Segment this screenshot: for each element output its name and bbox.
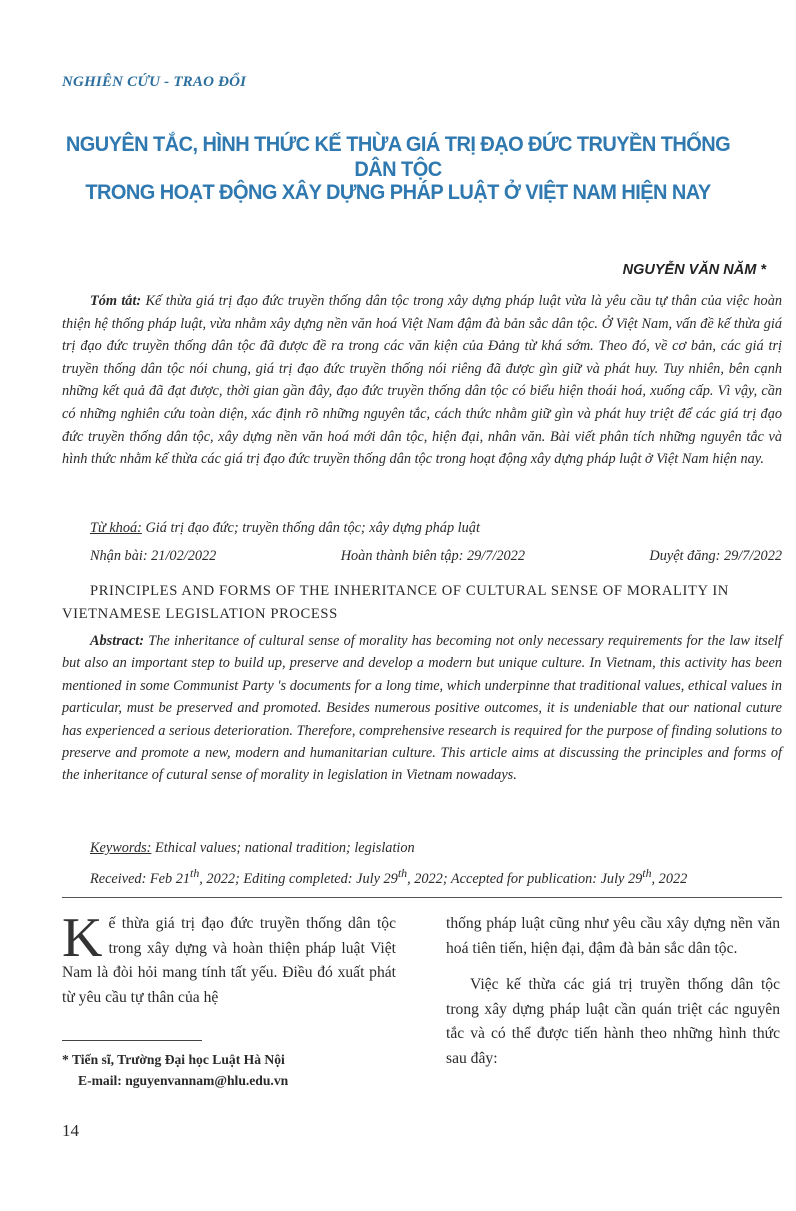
en-edited-sup: th (397, 866, 408, 880)
vn-keywords-label: Từ khoá: (90, 520, 142, 536)
en-received-sup: th (190, 866, 200, 880)
vn-abstract-text: Kế thừa giá trị đạo đức truyền thống dân tộc trong xây dựng pháp luật vừa là yêu cầu tự thân của việc hoàn thiện hệ thống pháp luật, vừa nhằm xây dựng nền văn hoá Việt Nam đậm đà bản sắc dân tộc. Ở Việt Nam, vấn đề kế thừa giá trị đạo đức truyền thống dân tộc đã được đề ra trong các văn kiện của Đảng từ khá sớm. Theo đó, về cơ bản, các giá trị truyền thống dân tộc nói chung, giá trị đạo đức truyền thống nói riêng đã được gìn giữ và phát huy. Tuy nhiên, bên cạnh những kết quả đã đạt được, thời gian gần đây, đạo đức truyền thống dân tộc có biểu hiện thoái hoá, xuống cấp. Vì vậy, cần có những nghiên cứu toàn diện, xác định rõ những nguyên tắc, cách thức nhằm giữ gìn và phát huy triệt để các giá trị đạo đức truyền thống dân tộc, xây dựng nền văn hoá mới dân tộc, hiện đại, nhân văn. Bài viết phân tích những nguyên tắc và hình thức nhằm kế thừa các giá trị đạo đức truyền thống dân tộc trong hoạt động xây dựng pháp luật ở Việt Nam hiện nay. (62, 293, 782, 468)
en-abstract (62, 630, 782, 787)
article-title-line-2: TRONG HOẠT ĐỘNG XÂY DỰNG PHÁP LUẬT Ở VIỆT NAM HIỆN NAY (85, 180, 711, 204)
section-label: NGHIÊN CỨU - TRAO ĐỔI (62, 74, 247, 90)
en-dates (90, 866, 687, 888)
footnote-divider (62, 1040, 202, 1041)
en-accepted-sup: th (642, 866, 652, 880)
vn-keywords-text: Giá trị đạo đức; truyền thống dân tộc; xây dựng pháp luật (141, 520, 480, 536)
en-edited: , 2022; Editing completed: July 29 (199, 870, 398, 887)
vn-accepted-date: Duyệt đăng: 29/7/2022 (649, 548, 782, 564)
vn-abstract (62, 290, 782, 471)
en-keywords-text: Ethical values; national tradition; legislation (151, 840, 415, 856)
en-keywords (90, 840, 415, 857)
en-keywords-label: Keywords: (90, 840, 152, 856)
vn-received-date: Nhận bài: 21/02/2022 (90, 548, 217, 564)
body-right-para-2: Việc kế thừa các giá trị truyền thống dân tộc trong xây dựng pháp luật cần quán triệt các nguyên tắc và có thể được tiến hành theo những hình thức sau đây: (446, 976, 780, 1067)
vn-abstract-label: Tóm tắt: (90, 293, 142, 309)
page-number: 14 (62, 1121, 79, 1140)
en-year-tail: , 2022 (651, 870, 688, 887)
vn-keywords (90, 520, 480, 537)
footnote (62, 1049, 288, 1091)
body-column-left (62, 907, 396, 1010)
author-name: NGUYỄN VĂN NĂM * (622, 262, 766, 278)
en-abstract-text: The inheritance of cultural sense of morality has becoming not only necessary requirements for the law itself but also an important step to build up, preserve and develop a modern but unique culture. In Vietnam, this activity has been mentioned in some Communist Party 's documents for a long time, which underpinne that traditional values, ethical values in particular, must be preserved and promoted. Besides numerous positive outcomes, it is undeniable that our national cuture has experienced a serious deterioration. Therefore, comprehensive research is required for the purpose of finding solutions to preserve and promote a new, modern and humanitarian culture. This article aims at discussing the principles and forms of the inheritance of cutural sense of morality in legislation in Vietnam nowadays. (62, 633, 782, 784)
vn-dates (90, 548, 782, 565)
body-right-para-1: thống pháp luật cũng như yêu cầu xây dựng nền văn hoá tiên tiến, hiện đại, đậm đà bản sắc dân tộc. (446, 915, 780, 957)
en-received: Received: Feb 21 (90, 870, 191, 887)
body-left-text: ế thừa giá trị đạo đức truyền thống dân tộc trong xây dựng và hoàn thiện pháp luật Việt Nam là đòi hỏi mang tính tất yếu. Điều đó xuất phát từ yêu cầu tự thân của hệ (62, 915, 396, 1006)
drop-cap: K (62, 907, 103, 969)
en-abstract-label: Abstract: (90, 633, 145, 649)
en-accepted: , 2022; Accepted for publication: July 29 (407, 870, 643, 887)
body-column-right (446, 912, 780, 1072)
en-title: PRINCIPLES AND FORMS OF THE INHERITANCE OF CULTURAL SENSE OF MORALITY IN VIETNAMESE LEGISLATION PROCESS (62, 583, 729, 622)
vn-edited-date: Hoàn thành biên tập: 29/7/2022 (340, 548, 525, 564)
article-title-line-1: NGUYÊN TẮC, HÌNH THỨC KẾ THỪA GIÁ TRỊ ĐẠO ĐỨC TRUYỀN THỐNG DÂN TỘC (65, 132, 731, 181)
footnote-affiliation: * Tiến sĩ, Trường Đại học Luật Hà Nội (62, 1052, 285, 1067)
section-divider (62, 897, 782, 898)
footnote-email: E-mail: nguyenvannam@hlu.edu.vn (78, 1073, 289, 1088)
